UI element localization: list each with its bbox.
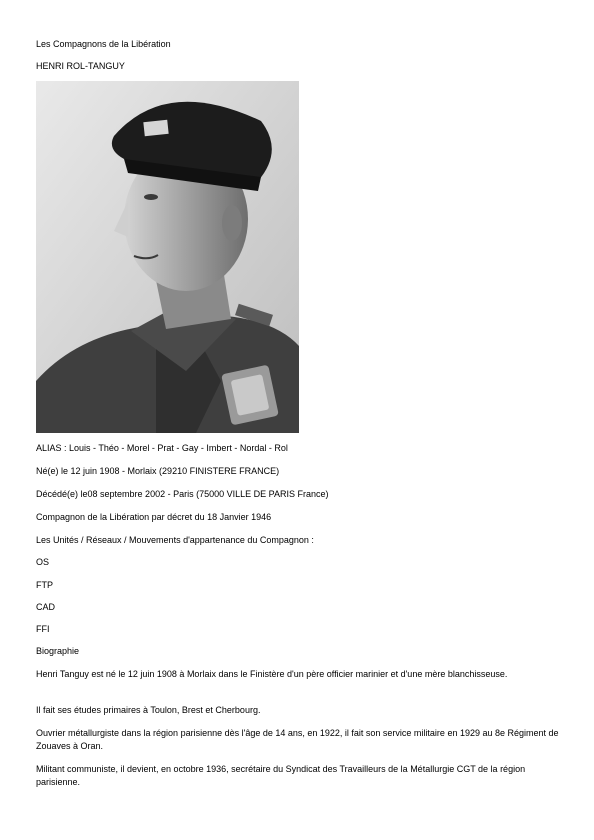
site-title: Les Compagnons de la Libération: [36, 39, 171, 49]
unit-item: OS: [36, 557, 50, 567]
biography-paragraph: Ouvrier métallurgiste dans la région parisienne dès l'âge de 14 ans, en 1922, il fait son service militaire en 1929 au 8e Régiment de Zouaves à Oran.: [36, 728, 559, 751]
person-name: HENRI ROL-TANGUY: [36, 61, 125, 71]
death-line: Décédé(e) le08 septembre 2002 - Paris (75000 VILLE DE PARIS France): [36, 489, 329, 499]
birth-line: Né(e) le 12 juin 1908 - Morlaix (29210 FINISTERE FRANCE): [36, 466, 280, 476]
biography-paragraph: Henri Tanguy est né le 12 juin 1908 à Morlaix dans le Finistère d'un père officier marinier et d'une mère blanchisseuse.: [36, 669, 508, 679]
biography-paragraph: Il fait ses études primaires à Toulon, Brest et Cherbourg.: [36, 705, 261, 715]
unit-item: CAD: [36, 602, 56, 612]
units-heading: Les Unités / Réseaux / Mouvements d'appartenance du Compagnon :: [36, 535, 314, 545]
biography-heading: Biographie: [36, 646, 80, 656]
unit-item: FFI: [36, 624, 50, 634]
alias-line: ALIAS : Louis - Théo - Morel - Prat - Gay - Imbert - Nordal - Rol: [36, 443, 288, 453]
unit-item: FTP: [36, 580, 53, 590]
portrait-illustration: [36, 81, 299, 433]
decree-line: Compagnon de la Libération par décret du 18 Janvier 1946: [36, 512, 272, 522]
portrait-photo: [36, 81, 299, 433]
biography-paragraph: Militant communiste, il devient, en octobre 1936, secrétaire du Syndicat des Travailleurs de la Métallurgie CGT de la région parisienne.: [36, 764, 526, 787]
